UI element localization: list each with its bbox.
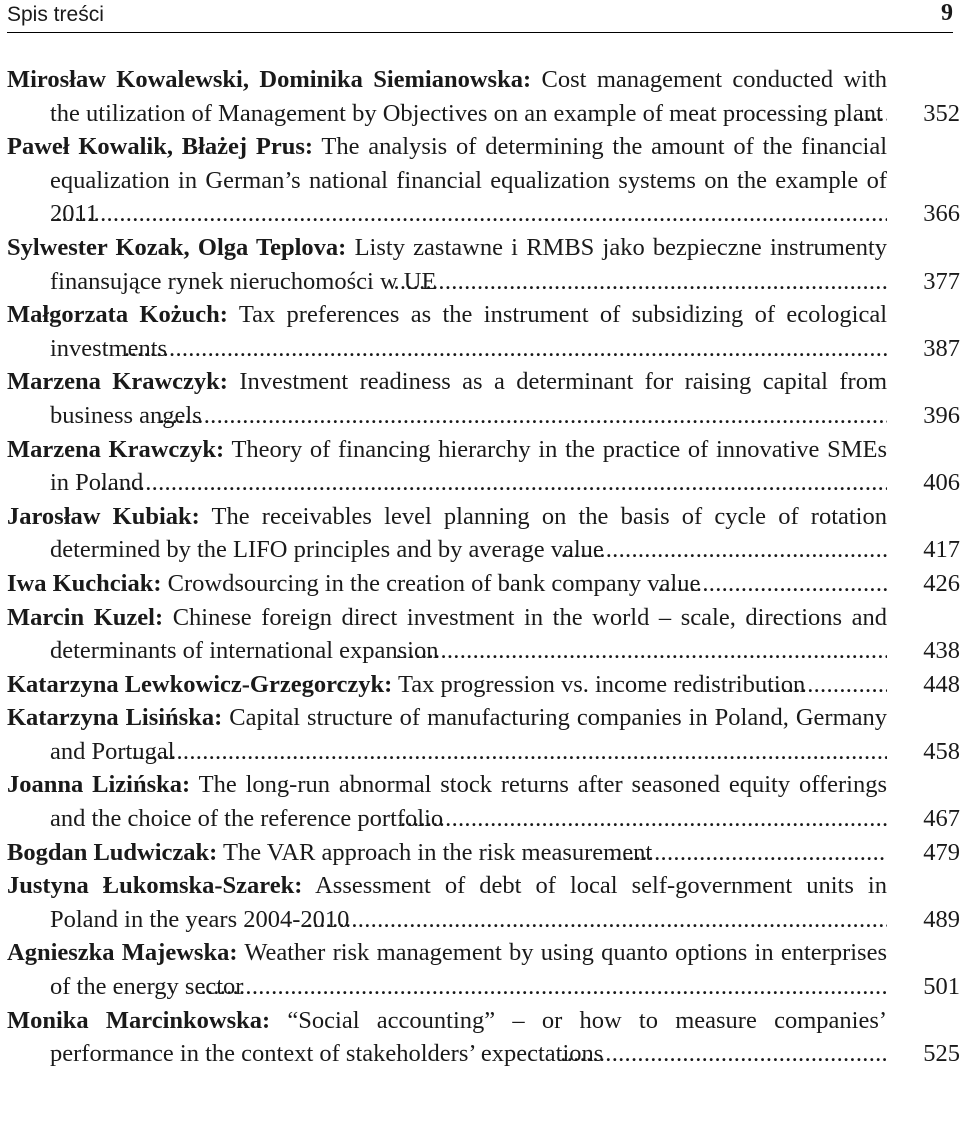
entry-author: Marzena Krawczyk: — [7, 368, 228, 396]
entry-author: Mirosław Kowalewski, Dominika Siemianowska: — [7, 66, 532, 93]
toc-entry[interactable] — [7, 869, 960, 936]
entry-title: Capital structure of manufacturing companies in Poland, Germany and Portugal — [50, 704, 887, 765]
entry-page-number: 377 — [923, 267, 960, 295]
entry-page-number: 467 — [923, 805, 960, 833]
entry-author: Sylwester Kozak, Olga Teplova: — [7, 233, 347, 261]
toc-entry[interactable] — [7, 701, 960, 768]
entry-title: Tax preferences as the instrument of subsidizing of ecological investments — [50, 301, 887, 362]
toc-entry[interactable] — [7, 365, 960, 432]
entry-page-number: 366 — [923, 200, 960, 228]
entry-author: Marzena Krawczyk: — [7, 435, 225, 463]
entry-page-number: 406 — [923, 469, 960, 497]
entry-title: Theory of financing hierarchy in the practice of innovative SMEs in Poland — [50, 435, 887, 497]
entry-title: The VAR approach in the risk measurement — [223, 838, 653, 866]
entry-page-number: 426 — [923, 569, 960, 597]
entry-author: Iwa Kuchciak: — [7, 569, 162, 597]
entry-author: Jarosław Kubiak: — [7, 502, 200, 530]
section-title: Spis treści — [7, 3, 104, 26]
entry-page-number: 479 — [923, 838, 960, 866]
entry-title: Investment readiness as a determinant for raising capital from business angels — [50, 368, 887, 429]
entry-title: Tax progression vs. income redistribution — [398, 670, 806, 698]
toc-entry[interactable] — [7, 231, 960, 298]
entry-author: Paweł Kowalik, Błażej Prus: — [7, 133, 314, 161]
toc-entry[interactable] — [7, 500, 960, 567]
entry-author: Katarzyna Lisińska: — [7, 704, 223, 732]
entry-title: Chinese foreign direct investment in the world – scale, directions and determinants of international expansion — [50, 603, 887, 665]
entry-page-number: 417 — [923, 536, 960, 564]
toc-entry[interactable] — [7, 936, 960, 1003]
entry-page-number: 458 — [923, 737, 960, 765]
toc-entry[interactable] — [7, 130, 960, 231]
entry-title: Assessment of debt of local self-government units in Poland in the years 2004-2010 — [50, 872, 887, 933]
entry-author: Bogdan Ludwiczak: — [7, 838, 218, 866]
entry-author: Agnieszka Majewska: — [7, 939, 238, 967]
entry-title: The analysis of determining the amount of the financial equalization in German’s national financial equalization systems on the example of 2011 — [50, 133, 887, 228]
entry-author: Justyna Łukomska-Szarek: — [7, 872, 303, 900]
toc-entry[interactable] — [7, 601, 960, 668]
toc-entry[interactable] — [7, 567, 960, 601]
entry-author: Małgorzata Kożuch: — [7, 301, 228, 329]
entry-title: The receivables level planning on the basis of cycle of rotation determined by the LIFO principles and by average value — [50, 502, 887, 564]
entry-page-number: 387 — [923, 334, 960, 362]
toc-entry[interactable] — [7, 668, 960, 702]
toc-entry[interactable] — [7, 63, 960, 130]
entry-page-number: 438 — [923, 637, 960, 665]
toc-entry[interactable] — [7, 836, 960, 870]
entry-page-number: 501 — [923, 973, 960, 1001]
entry-author: Marcin Kuzel: — [7, 603, 164, 631]
toc-entry[interactable] — [7, 768, 960, 835]
entry-page-number: 448 — [923, 670, 960, 698]
entry-title: Cost management conducted with the utilization of Management by Objectives on an example of meat processing plant — [50, 66, 887, 127]
running-header — [7, 0, 953, 33]
entry-title: Weather risk management by using quanto options in enterprises of the energy sector — [50, 939, 887, 1001]
entry-title: Crowdsourcing in the creation of bank company value — [167, 569, 701, 597]
toc-entry[interactable] — [7, 433, 960, 500]
entry-author: Monika Marcinkowska: — [7, 1006, 271, 1034]
entry-page-number: 525 — [923, 1040, 960, 1068]
toc-entry[interactable] — [7, 1004, 960, 1071]
entry-page-number: 396 — [923, 401, 960, 429]
entry-title: Listy zastawne i RMBS jako bezpieczne instrumenty finansujące rynek nieruchomości w UE — [50, 233, 887, 295]
entry-author: Katarzyna Lewkowicz-Grzegorczyk: — [7, 670, 393, 698]
toc-entry[interactable] — [7, 298, 960, 365]
entry-page-number: 489 — [923, 905, 960, 933]
entry-title: “Social accounting” – or how to measure companies’ performance in the context of stakeholders’ expectations — [50, 1006, 887, 1068]
entry-page-number: 352 — [923, 99, 960, 127]
table-of-contents — [7, 63, 960, 1071]
entry-author: Joanna Lizińska: — [7, 771, 191, 799]
entry-title: The long-run abnormal stock returns after seasoned equity offerings and the choice of the reference portfolio — [50, 771, 887, 833]
page-number: 9 — [941, 0, 953, 26]
